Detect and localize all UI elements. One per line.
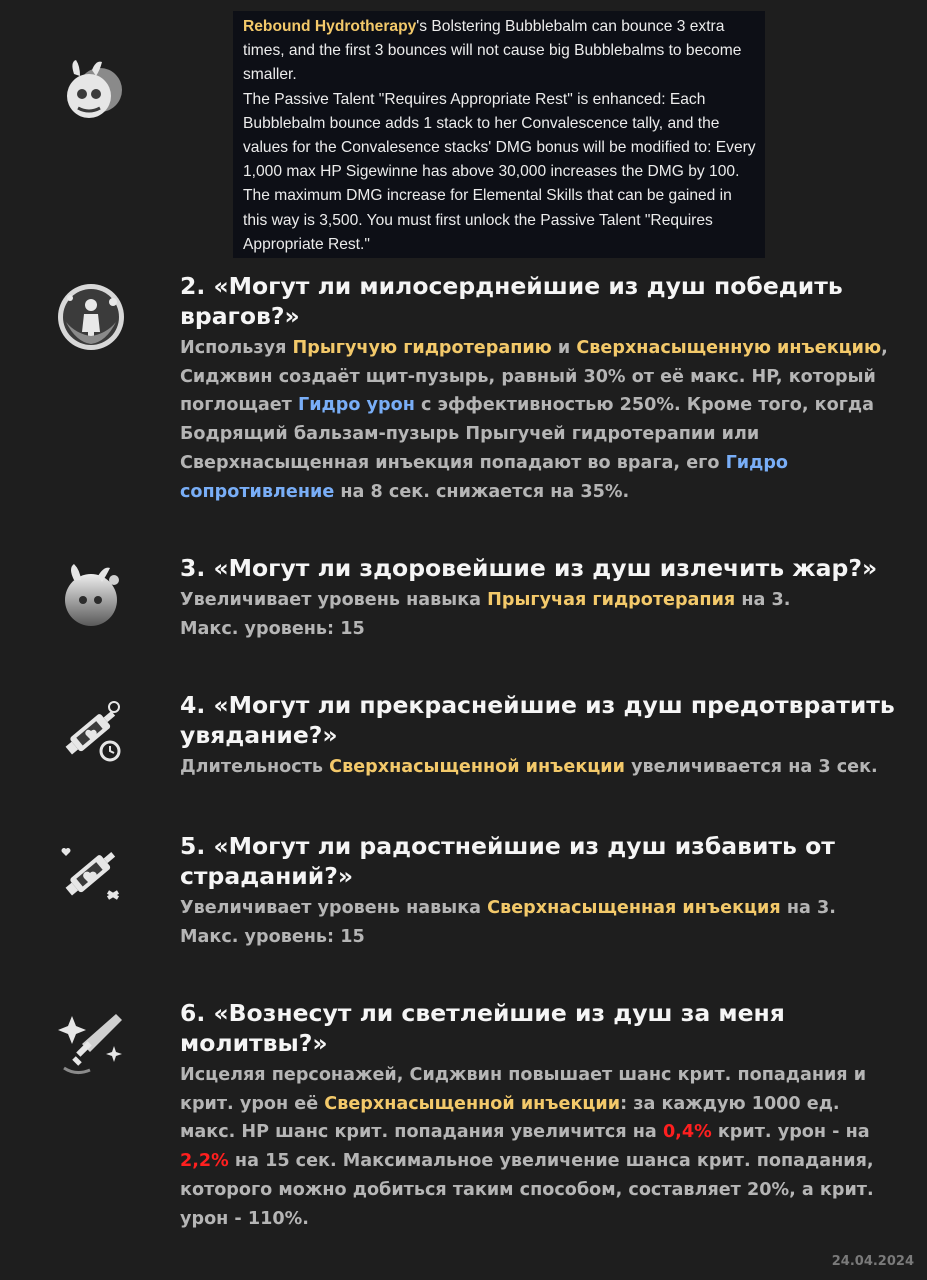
constellation-4-title: 4. «Могут ли прекраснейшие из душ предотвратить увядание?» (180, 691, 895, 749)
constellation-5 (180, 831, 900, 951)
bubble-blob-icon (56, 560, 126, 630)
skill-highlight: Прыгучая гидротерапия (487, 590, 736, 610)
constellation-5-description (180, 894, 900, 951)
max-level-text: Макс. уровень: 15 (180, 926, 365, 947)
constellation-3-title: 3. «Могут ли здоровейшие из душ излечить жар?» (180, 554, 878, 582)
bubble-creature-icon (56, 56, 126, 126)
constellation-5-title: 5. «Могут ли радостнейшие из душ избавить от страданий?» (180, 832, 835, 890)
skill-highlight: Прыгучую гидротерапию (292, 338, 552, 358)
constellation-6 (180, 998, 900, 1233)
text: на 8 сек. снижается на 35%. (334, 481, 630, 502)
constellation-3-description (180, 586, 900, 643)
text: Увеличивает уровень навыка (180, 590, 488, 610)
tooltip-skill-name: Rebound Hydrotherapy (243, 18, 417, 35)
skill-highlight: Сверхнасыщенной инъекции (329, 757, 625, 777)
constellation-2-description (180, 334, 900, 506)
constellation-3 (180, 553, 900, 643)
text: Используя (180, 338, 293, 358)
skill-highlight: Сверхнасыщенной инъекции (324, 1093, 621, 1114)
text: Исцеляя персонажей, Сиджвин повышает шанс крит. попадания и крит. урон её (180, 1065, 867, 1114)
constellation-6-description (180, 1061, 900, 1233)
hydro-highlight: Гидро урон (298, 395, 415, 416)
text: на 3. (735, 590, 791, 610)
constellation-2-title: 2. «Могут ли милосерднейшие из душ победить врагов?» (180, 272, 843, 330)
c1-tooltip (233, 11, 765, 258)
text: : за каждую 1000 ед. макс. HP шанс крит. попадания увеличится на (180, 1093, 840, 1143)
post-date: 24.04.2024 (831, 1254, 914, 1269)
text: на 3. (780, 898, 836, 918)
crit-rate-highlight: 0,4% (662, 1122, 712, 1143)
text: увеличивается на 3 сек. (624, 757, 878, 777)
tooltip-para-2: The Passive Talent "Requires Appropriate Rest" is enhanced: Each Bubblebalm bounce adds 1 stack to her Convalescence tally, and the values for the Convalesence stacks' DMG bonus will be modified to: Every 1,000 max HP Sigewinne has above 30,000 increases the DMG by 100. The maximum DMG increase for Elemental Skills that can be gained in this way is 3,500. You must first unlock the Passive Talent "Requires Appropriate Rest." (243, 90, 756, 253)
text: и (551, 338, 577, 358)
injection-clock-icon (56, 697, 126, 767)
constellation-6-title: 6. «Вознесут ли светлейшие из душ за меня молитвы?» (180, 999, 785, 1057)
skill-highlight: Сверхнасыщенная инъекция (487, 898, 781, 918)
injection-heart-icon (56, 838, 126, 908)
text: с эффективностью 250%. Кроме того, когда Бодрящий бальзам-пузырь Прыгучей гидротерапии или Сверхнасыщенная инъекция попадают во врага, его (180, 395, 874, 473)
constellation-4-description (180, 753, 900, 782)
text: крит. урон - на (711, 1122, 870, 1143)
skill-highlight: Сверхнасыщенную инъекцию (576, 338, 882, 358)
constellation-4 (180, 690, 900, 782)
sword-sparkle-icon (56, 1008, 126, 1078)
max-level-text: Макс. уровень: 15 (180, 618, 365, 639)
text: Длительность (180, 757, 330, 777)
child-figure-icon (56, 282, 126, 352)
text: Увеличивает уровень навыка (180, 898, 488, 918)
tooltip-line1-rest: 's Bolstering Bubblebalm can bounce 3 extra times, and the first 3 bounces will not cause big Bubblebalms to become smaller. (243, 18, 742, 84)
text: на 15 сек. Максимальное увеличение шанса крит. попадания, которого можно добиться таким способом, составляет 20%, а крит. урон - 110%. (180, 1151, 874, 1229)
crit-dmg-highlight: 2,2% (180, 1151, 229, 1172)
text: , Сиджвин создаёт щит-пузырь, равный 30% от её макс. HP, который поглощает (180, 338, 888, 416)
constellation-2 (180, 271, 900, 506)
hydro-highlight: Гидро сопротивление (180, 452, 789, 502)
tooltip-para-1 (243, 15, 758, 88)
